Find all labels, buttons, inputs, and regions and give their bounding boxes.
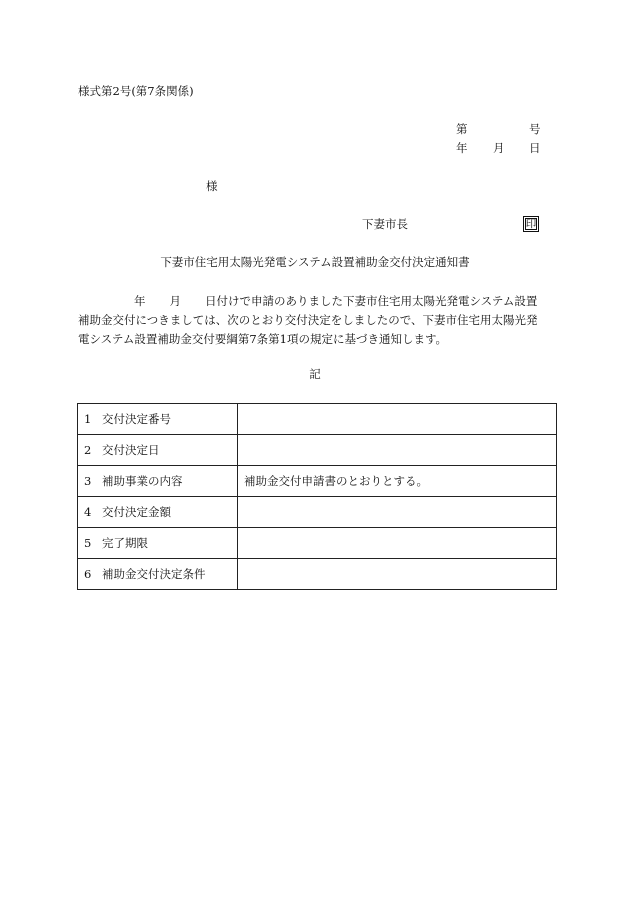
date-day-label: 日 (529, 141, 541, 155)
item-label: 交付決定番号 (102, 412, 171, 426)
item-label-cell (78, 435, 238, 466)
table-row (78, 404, 557, 435)
seal-char: 印 (525, 217, 537, 230)
decision-details-table (77, 403, 557, 590)
item-label: 補助事業の内容 (102, 474, 183, 488)
item-number: 2 (84, 443, 92, 457)
item-value-cell (238, 435, 557, 466)
item-number: 1 (84, 412, 92, 426)
item-label-cell (78, 497, 238, 528)
item-label-cell (78, 404, 238, 435)
item-number: 4 (84, 505, 92, 519)
item-number: 5 (84, 536, 92, 550)
addressee-honorific: 様 (206, 179, 218, 193)
body-line-3: 電システム設置補助金交付要綱第7条第1項の規定に基づき通知します。 (78, 332, 448, 346)
item-label: 完了期限 (102, 536, 148, 550)
body-year: 年 (134, 294, 146, 308)
table-row (78, 466, 557, 497)
table-row (78, 528, 557, 559)
item-value-cell (238, 559, 557, 590)
body-line-2: 補助金交付につきましては、次のとおり交付決定をしましたので、下妻市住宅用太陽光発 (78, 313, 538, 327)
item-label: 交付決定金額 (102, 505, 171, 519)
issuer-name: 下妻市長 (362, 217, 408, 231)
body-paragraph (78, 292, 558, 349)
item-value-cell (238, 497, 557, 528)
date-month-label: 月 (493, 141, 505, 155)
date-year-label: 年 (456, 141, 468, 155)
item-label: 交付決定日 (102, 443, 160, 457)
item-label-cell (78, 466, 238, 497)
table-row (78, 497, 557, 528)
body-line-1-rest: 日付けで申請のありました下妻市住宅用太陽光発電システム設置 (205, 294, 538, 308)
table-row (78, 559, 557, 590)
body-line-1 (78, 292, 558, 311)
item-label: 補助金交付決定条件 (102, 567, 206, 581)
item-label-cell (78, 528, 238, 559)
document-number-suffix: 号 (529, 122, 541, 136)
form-number-label: 様式第2号(第7条関係) (78, 84, 194, 98)
table-row (78, 435, 557, 466)
seal-stamp-icon (523, 216, 539, 232)
item-value-cell (238, 528, 557, 559)
item-label-cell (78, 559, 238, 590)
item-value-cell: 補助金交付申請書のとおりとする。 (238, 466, 557, 497)
ki-heading: 記 (309, 367, 321, 381)
item-number: 6 (84, 567, 92, 581)
document-title: 下妻市住宅用太陽光発電システム設置補助金交付決定通知書 (160, 255, 470, 269)
body-month: 月 (169, 294, 181, 308)
item-number: 3 (84, 474, 92, 488)
item-value-cell (238, 404, 557, 435)
document-number-prefix: 第 (456, 122, 468, 136)
